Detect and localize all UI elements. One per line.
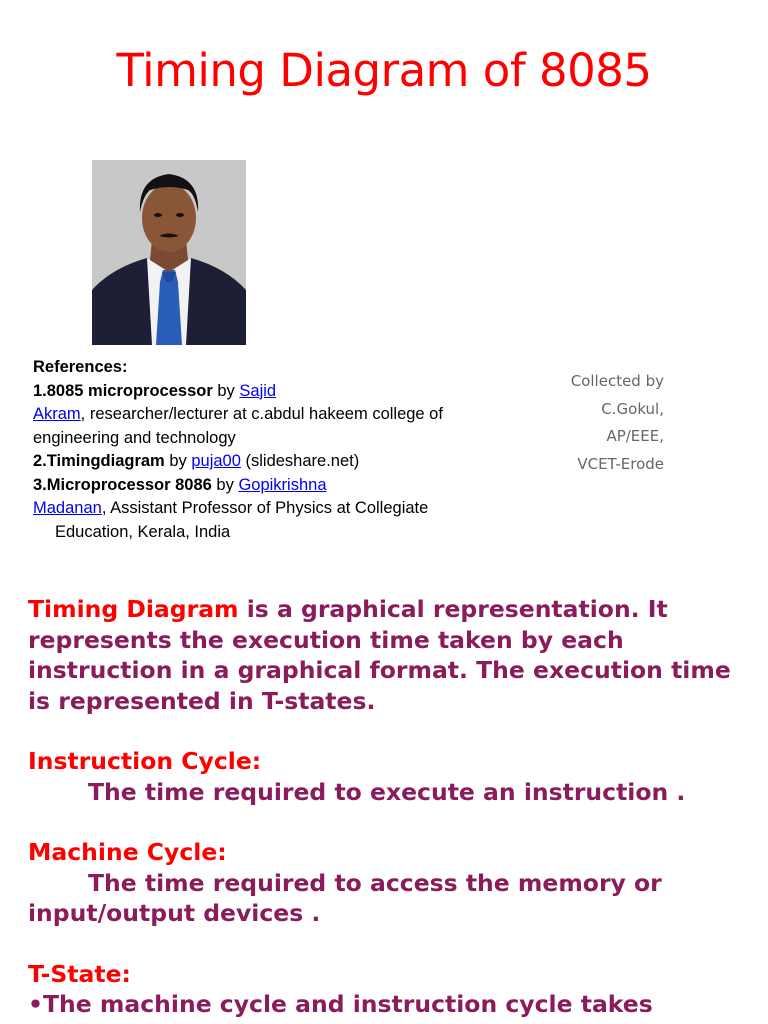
page-title: Timing Diagram of 8085 [116, 44, 652, 97]
instruction-cycle-heading: Instruction Cycle: [28, 747, 262, 775]
ref2-by: by [164, 452, 192, 470]
machine-cycle-text: The time required to access the memory or [88, 868, 662, 897]
ref2-title: 2.Timingdiagram [33, 452, 165, 470]
machine-cycle-heading: Machine Cycle: [28, 838, 227, 866]
t-state-text: •The machine cycle and instruction cycle takes [28, 990, 653, 1018]
ref3-author-link-2[interactable]: Madanan [33, 499, 102, 517]
ref2-source: (slideshare.net) [240, 452, 360, 470]
collected-line-3: AP/EEE, [606, 427, 664, 445]
machine-cycle-text-2: input/output devices . [28, 899, 321, 927]
collected-by [540, 368, 664, 478]
collected-line-1: Collected by [570, 372, 664, 390]
author-photo [92, 160, 246, 345]
collected-line-2: C.Gokul, [601, 399, 664, 418]
instruction-cycle-text: The time required to execute an instruction . [88, 777, 686, 806]
collected-line-4: VCET-Erode [577, 454, 664, 473]
ref3-title: 3.Microprocessor 8086 [33, 475, 212, 494]
ref1-author-link[interactable]: Sajid [239, 381, 277, 400]
references-heading: References: [33, 358, 128, 376]
ref1-by: by [212, 381, 240, 400]
ref1-author-link-2[interactable]: Akram [33, 405, 81, 423]
intro-paragraph [28, 594, 758, 716]
intro-text: is a graphical representation. It represents the execution time taken by each instruction in a graphical format. The execution time is represented in T-states. [28, 595, 731, 715]
ref2-author-link[interactable]: puja00 [191, 452, 241, 470]
ref3-author-link[interactable]: Gopikrishna [238, 475, 327, 494]
main-content [28, 594, 758, 1020]
t-state-heading: T-State: [28, 959, 131, 988]
references [33, 356, 533, 544]
portrait-image [92, 160, 246, 345]
ref1-title: 1.8085 microprocessor [33, 381, 213, 400]
ref3-by: by [211, 475, 239, 494]
ref3-affiliation: , Assistant Professor of Physics at Collegiate [101, 499, 429, 517]
intro-term: Timing Diagram [28, 595, 239, 623]
ref3-affiliation-2: Education, Kerala, India [55, 522, 231, 541]
ref1-affiliation: , researcher/lecturer at c.abdul hakeem college of engineering and technology [33, 405, 443, 447]
